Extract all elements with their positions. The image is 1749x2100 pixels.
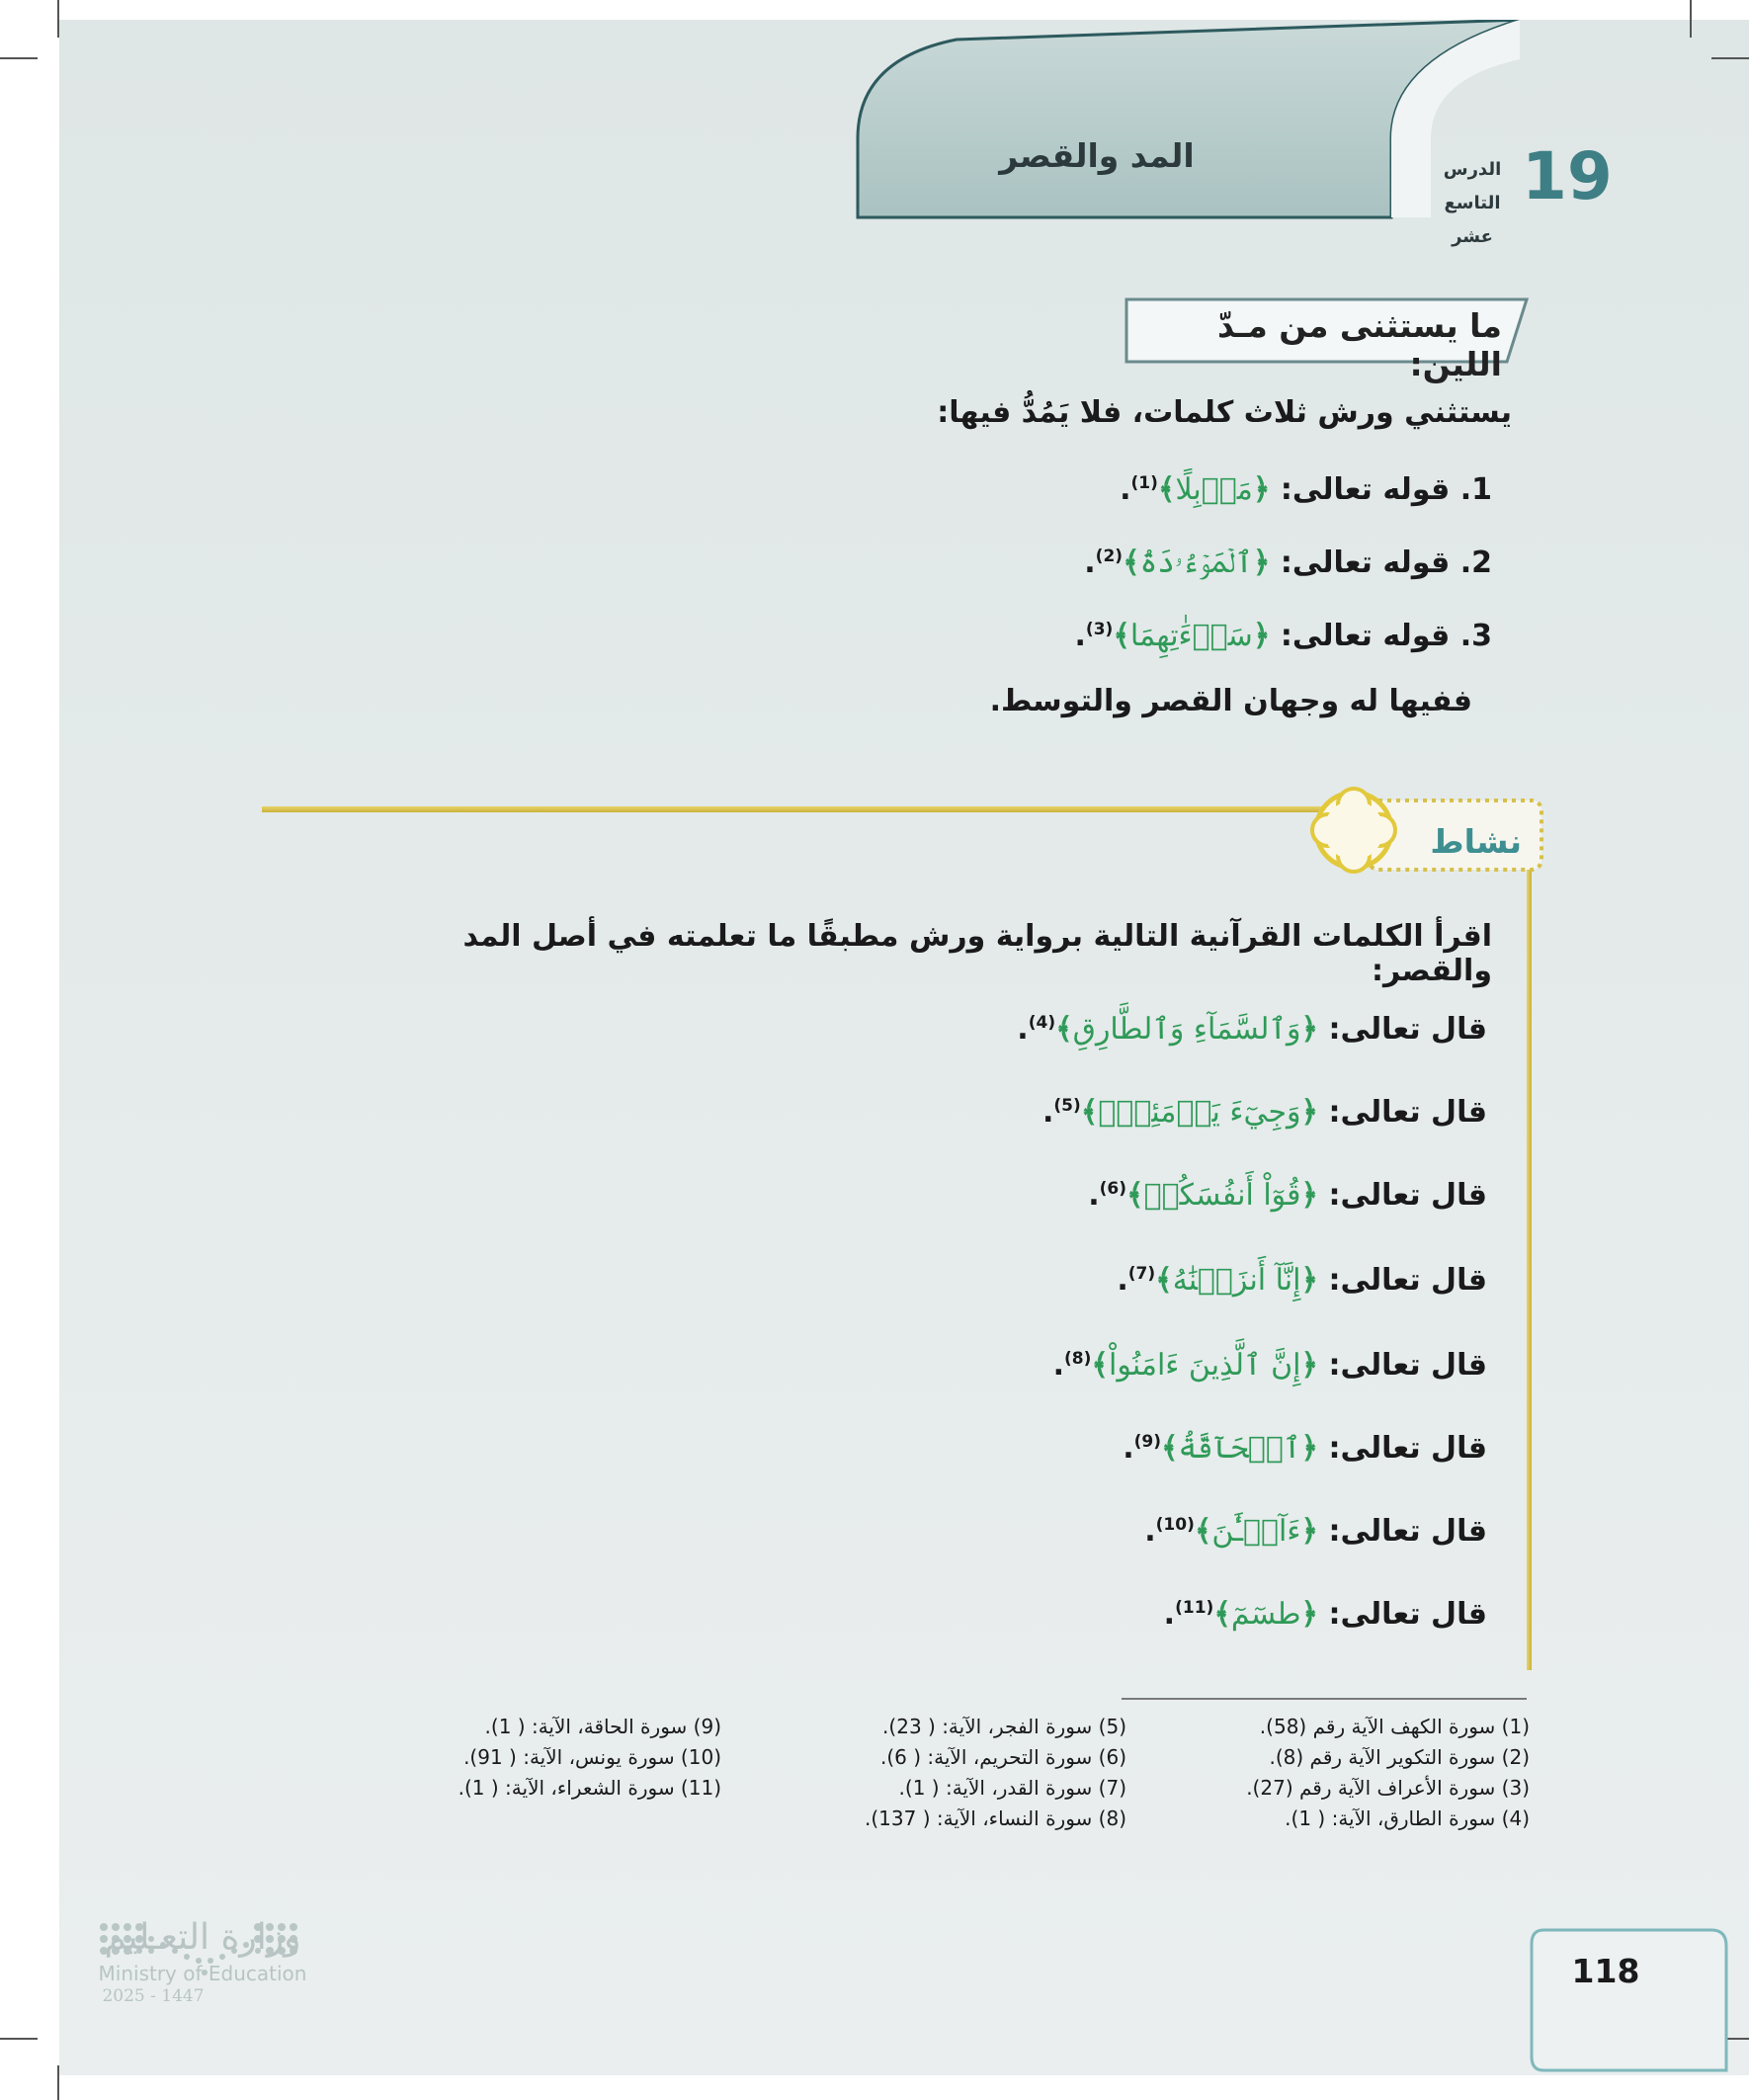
item-prefix: قال تعالى:	[1328, 1263, 1487, 1298]
activity-divider	[262, 806, 1369, 812]
activity-side-rule	[1527, 870, 1532, 1670]
lesson-label-line2: عشر	[1452, 226, 1493, 247]
activity-item: قال تعالى: ﴿وَٱلسَّمَآءِ وَٱلطَّارِقِ﴾$^{(4)}$.	[1017, 1012, 1487, 1047]
activity-badge-label: نشاط	[1430, 822, 1522, 861]
activity-instruction: اقرأ الكلمات القرآنية التالية برواية ورش مطبقًا ما تعلمته في أصل المد والقصر:	[462, 919, 1492, 988]
footnote-ref: (5)	[1053, 1096, 1081, 1116]
footnote-rule	[1122, 1698, 1527, 1700]
item-prefix: قال تعالى:	[1328, 1348, 1487, 1383]
lesson-title-tab	[838, 20, 1520, 232]
footnote: (5) سورة الفجر، الآية: ( 23).	[882, 1715, 1126, 1738]
footnote-ref: (3)	[1085, 620, 1114, 639]
activity-item: قال تعالى: ﴿ءَآلۡـَٰٔنَ﴾$^{(10)}$.	[1144, 1514, 1487, 1549]
quran-bracket-icon: ﴿	[1252, 546, 1271, 580]
crop-mark	[57, 2065, 59, 2100]
quran-bracket-icon: ﴿	[1300, 1263, 1319, 1298]
quran-bracket-icon: ﴿	[1300, 1597, 1319, 1632]
quran-word: قُوٓاْ أَنفُسَكُمۡ	[1143, 1178, 1301, 1213]
quran-word: طسٓمٓ	[1230, 1597, 1301, 1632]
footnote: (11) سورة الشعراء، الآية: ( 1).	[458, 1776, 721, 1800]
quran-bracket-icon: ﴿	[1300, 1012, 1319, 1047]
page-number-box	[1524, 1922, 1731, 2080]
quran-bracket-icon: ﴿	[1300, 1178, 1319, 1213]
quran-bracket-icon: ﴿	[1252, 619, 1271, 653]
quran-bracket-icon: ﴿	[1300, 1348, 1319, 1383]
quran-word: وَجِيٓءَ يَوۡمَئِذِۭ	[1098, 1095, 1301, 1130]
lesson-title: المد والقصر	[999, 136, 1195, 175]
quran-bracket-icon: ﴾	[1091, 1348, 1109, 1383]
footnote-ref: (2)	[1095, 546, 1124, 566]
quran-word: ٱلۡحَآقَّةُ	[1178, 1431, 1301, 1466]
section-note: ففيها له وجهان القصر والتوسط.	[989, 684, 1472, 718]
footnote: (1) سورة الكهف الآية رقم (58).	[1259, 1715, 1530, 1738]
item-prefix: قال تعالى:	[1328, 1431, 1487, 1466]
lesson-label	[1423, 153, 1522, 254]
footnote: (6) سورة التحريم، الآية: ( 6).	[879, 1745, 1126, 1769]
item-prefix: قال تعالى:	[1328, 1012, 1487, 1047]
activity-item: قال تعالى: ﴿وَجِيٓءَ يَوۡمَئِذِۭ﴾$^{(5)}$.	[1041, 1095, 1487, 1130]
activity-item: قال تعالى: ﴿طسٓمٓ﴾$^{(11)}$.	[1163, 1597, 1487, 1632]
quran-bracket-icon: ﴾	[1161, 1431, 1179, 1466]
activity-item: قال تعالى: ﴿إِنَّآ أَنزَلۡنَٰهُ﴾$^{(7)}$.	[1117, 1263, 1487, 1298]
quran-bracket-icon: ﴾	[1213, 1597, 1231, 1632]
quran-word: وَٱلسَّمَآءِ وَٱلطَّارِقِ	[1072, 1012, 1301, 1047]
footnote-ref: (8)	[1064, 1349, 1092, 1369]
quran-word: مَوۡبِلًا	[1175, 472, 1253, 507]
lesson-number: 19	[1522, 138, 1613, 214]
quran-word: ءَآلۡـَٰٔنَ	[1211, 1514, 1301, 1549]
footnote: (8) سورة النساء، الآية: ( 137).	[865, 1806, 1126, 1830]
crop-mark	[0, 57, 38, 59]
quran-bracket-icon: ﴾	[1080, 1095, 1099, 1130]
activity-item: قال تعالى: ﴿إِنَّ ٱلَّذِينَ ءَامَنُواْ﴾$^{(8)}$.	[1052, 1348, 1487, 1383]
item-prefix: 1. قوله تعالى:	[1280, 472, 1492, 507]
quran-word: ٱلۡمَوۡءُۥدَةُ	[1139, 546, 1253, 580]
list-item: 1. قوله تعالى: ﴿مَوۡبِلًا﴾$^{(1)}$.	[1120, 472, 1492, 507]
ministry-name-english: Ministry of Education	[98, 1962, 307, 1985]
footnote-ref: (4)	[1028, 1013, 1056, 1033]
footnote: (4) سورة الطارق، الآية: ( 1).	[1285, 1806, 1530, 1830]
ministry-name-arabic: وزارة التعـليم	[104, 1917, 301, 1958]
item-prefix: 2. قوله تعالى:	[1280, 546, 1492, 580]
quran-word: إِنَّآ أَنزَلۡنَٰهُ	[1172, 1263, 1301, 1298]
quran-word: إِنَّ ٱلَّذِينَ ءَامَنُواْ	[1109, 1348, 1301, 1383]
footnote: (10) سورة يونس، الآية: ( 91).	[463, 1745, 721, 1769]
quran-bracket-icon: ﴾	[1055, 1012, 1073, 1047]
item-prefix: قال تعالى:	[1328, 1178, 1487, 1213]
footnote-ref: (1)	[1130, 473, 1158, 493]
footnote: (2) سورة التكوير الآية رقم (8).	[1269, 1745, 1530, 1769]
section-intro: يستثني ورش ثلاث كلمات، فلا يَمُدُّ فيها:	[937, 395, 1512, 430]
activity-item: قال تعالى: ﴿ٱلۡحَآقَّةُ﴾$^{(9)}$.	[1123, 1431, 1487, 1466]
activity-item: قال تعالى: ﴿قُوٓاْ أَنفُسَكُمۡ﴾$^{(6)}$.	[1088, 1178, 1487, 1213]
item-prefix: 3. قوله تعالى:	[1280, 619, 1492, 653]
quran-bracket-icon: ﴾	[1157, 472, 1176, 507]
footnote: (7) سورة القدر، الآية: ( 1).	[898, 1776, 1126, 1800]
section-heading: ما يستثنى من مـدّ اللين:	[1217, 306, 1502, 383]
footnote-ref: (11)	[1175, 1598, 1214, 1618]
ministry-year: 2025 - 1447	[102, 1986, 205, 2006]
quran-bracket-icon: ﴾	[1123, 546, 1140, 580]
quran-bracket-icon: ﴾	[1113, 619, 1130, 653]
quran-bracket-icon: ﴿	[1300, 1095, 1319, 1130]
item-prefix: قال تعالى:	[1328, 1514, 1487, 1549]
footnote-ref: (10)	[1155, 1515, 1195, 1535]
footnote-ref: (9)	[1133, 1432, 1162, 1452]
page-number: 118	[1571, 1952, 1640, 1990]
crop-mark	[1711, 57, 1749, 59]
quran-bracket-icon: ﴾	[1194, 1514, 1212, 1549]
footnote-ref: (6)	[1099, 1179, 1127, 1199]
quran-bracket-icon: ﴿	[1252, 472, 1271, 507]
crop-mark	[0, 2038, 38, 2040]
footnote: (3) سورة الأعراف الآية رقم (27).	[1246, 1776, 1530, 1800]
footnote: (9) سورة الحاقة، الآية: ( 1).	[484, 1715, 721, 1738]
quran-bracket-icon: ﴾	[1126, 1178, 1144, 1213]
quran-bracket-icon: ﴿	[1300, 1514, 1319, 1549]
list-item: 2. قوله تعالى: ﴿ٱلۡمَوۡءُۥدَةُ﴾$^{(2)}$.	[1084, 546, 1492, 580]
list-item: 3. قوله تعالى: ﴿سَوۡءَٰتِهِمَا﴾$^{(3)}$.	[1074, 619, 1492, 653]
item-prefix: قال تعالى:	[1328, 1095, 1487, 1130]
crop-mark	[57, 0, 59, 38]
quran-bracket-icon: ﴿	[1300, 1431, 1319, 1466]
lesson-label-line1: الدرس التاسع	[1443, 159, 1502, 213]
quran-bracket-icon: ﴾	[1155, 1263, 1173, 1298]
item-prefix: قال تعالى:	[1328, 1597, 1487, 1632]
quran-word: سَوۡءَٰتِهِمَا	[1129, 619, 1253, 653]
footnote-ref: (7)	[1127, 1264, 1156, 1284]
crop-mark	[1690, 0, 1692, 38]
